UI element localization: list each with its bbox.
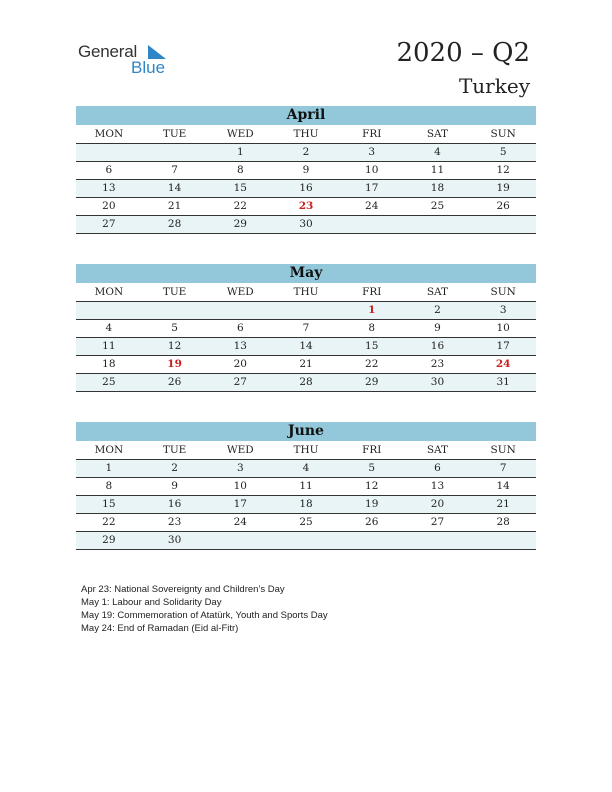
date-cell: 15: [233, 182, 247, 194]
week-row: [76, 320, 536, 338]
date-cell: 16: [167, 498, 182, 510]
date-cell: 15: [102, 498, 116, 510]
country-name: Turkey: [458, 74, 530, 98]
date-cell: 2: [302, 146, 310, 158]
weekday-label: SUN: [490, 444, 516, 456]
month-calendar-april: [76, 106, 536, 234]
date-cell: 6: [236, 322, 244, 334]
date-cell: 30: [167, 534, 182, 546]
date-cell: 25: [430, 200, 445, 212]
date-cell: 4: [105, 322, 113, 334]
month-title: June: [76, 422, 536, 441]
date-cell: 21: [299, 358, 313, 370]
date-cell: 9: [302, 164, 310, 176]
date-cell: 17: [365, 182, 379, 194]
logo-text-general: General: [78, 42, 138, 61]
empty-date-cell: [273, 532, 339, 549]
holiday-notes: [81, 583, 328, 635]
empty-date-cell: [405, 532, 471, 549]
weekday-label: FRI: [362, 128, 382, 140]
date-cell: 2: [434, 304, 441, 316]
date-cell: 29: [233, 218, 247, 230]
empty-date-cell: [470, 216, 536, 233]
date-cell: 14: [299, 340, 313, 352]
weekday-label: MON: [94, 444, 124, 456]
logo-text-blue: Blue: [131, 58, 166, 77]
holiday-date-cell: 24: [495, 358, 511, 370]
date-cell: 29: [365, 376, 379, 388]
date-cell: 18: [430, 182, 445, 194]
date-cell: 3: [368, 146, 376, 158]
date-cell: 5: [368, 462, 376, 474]
date-cell: 27: [233, 376, 247, 388]
weekday-header-row: [76, 283, 536, 302]
weekday-header-row: [76, 441, 536, 460]
holiday-note: May 19: Commemoration of Atatürk, Youth and Sports Day: [81, 610, 328, 621]
date-cell: 16: [299, 182, 313, 194]
date-cell: 11: [430, 164, 445, 176]
date-cell: 22: [102, 516, 116, 528]
empty-date-cell: [76, 144, 142, 161]
date-cell: 19: [496, 182, 510, 194]
holiday-note: Apr 23: National Sovereignty and Children’s Day: [81, 584, 285, 595]
week-row: [76, 144, 536, 162]
date-cell: 29: [102, 534, 116, 546]
date-cell: 8: [368, 322, 376, 334]
date-cell: 3: [236, 462, 244, 474]
week-row: [76, 180, 536, 198]
date-cell: 5: [171, 322, 178, 334]
weekday-label: MON: [94, 286, 124, 298]
week-row: [76, 514, 536, 532]
date-cell: 13: [102, 182, 116, 194]
date-cell: 27: [102, 218, 116, 230]
holiday-date-cell: 1: [368, 304, 376, 316]
date-cell: 28: [167, 218, 182, 230]
weekday-label: TUE: [162, 128, 187, 140]
week-row: [76, 162, 536, 180]
date-cell: 24: [365, 200, 379, 212]
month-calendar-may: [76, 264, 536, 392]
month-calendar-june: [76, 422, 536, 550]
date-cell: 4: [302, 462, 310, 474]
week-row: [76, 532, 536, 550]
date-cell: 18: [299, 498, 313, 510]
date-cell: 12: [496, 164, 510, 176]
date-cell: 7: [171, 164, 178, 176]
date-cell: 21: [167, 200, 182, 212]
weekday-label: SAT: [426, 444, 449, 456]
date-cell: 6: [105, 164, 113, 176]
date-cell: 5: [499, 146, 507, 158]
date-cell: 1: [105, 462, 113, 474]
date-cell: 20: [233, 358, 247, 370]
date-cell: 20: [102, 200, 116, 212]
date-cell: 4: [434, 146, 441, 158]
date-cell: 18: [102, 358, 116, 370]
date-cell: 9: [434, 322, 441, 334]
empty-date-cell: [273, 302, 339, 319]
date-cell: 12: [167, 340, 182, 352]
brand-logo: [78, 42, 188, 82]
week-row: [76, 496, 536, 514]
weekday-label: FRI: [362, 444, 382, 456]
empty-date-cell: [470, 532, 536, 549]
weekday-label: TUE: [162, 286, 187, 298]
date-cell: 19: [365, 498, 379, 510]
empty-date-cell: [76, 302, 142, 319]
holiday-date-cell: 23: [298, 200, 314, 212]
month-title: May: [76, 264, 536, 283]
date-cell: 26: [496, 200, 510, 212]
date-cell: 16: [430, 340, 445, 352]
date-cell: 27: [430, 516, 445, 528]
date-cell: 13: [430, 480, 445, 492]
weekday-label: THU: [293, 128, 319, 140]
empty-date-cell: [339, 216, 405, 233]
date-cell: 6: [434, 462, 441, 474]
week-row: [76, 356, 536, 374]
weekday-label: WED: [226, 444, 254, 456]
date-cell: 11: [299, 480, 313, 492]
date-cell: 1: [236, 146, 244, 158]
date-cell: 30: [430, 376, 445, 388]
week-row: [76, 374, 536, 392]
empty-date-cell: [142, 144, 208, 161]
page-title: 2020 – Q2: [396, 38, 530, 68]
date-cell: 22: [233, 200, 247, 212]
weekday-label: WED: [226, 128, 254, 140]
date-cell: 9: [171, 480, 178, 492]
holiday-note: May 1: Labour and Solidarity Day: [81, 597, 222, 608]
date-cell: 22: [365, 358, 379, 370]
date-cell: 10: [365, 164, 379, 176]
date-cell: 14: [167, 182, 182, 194]
date-cell: 17: [233, 498, 247, 510]
date-cell: 20: [430, 498, 445, 510]
date-cell: 21: [496, 498, 510, 510]
date-cell: 25: [299, 516, 313, 528]
date-cell: 15: [365, 340, 379, 352]
date-cell: 30: [299, 218, 313, 230]
date-cell: 26: [365, 516, 379, 528]
empty-date-cell: [207, 532, 273, 549]
date-cell: 12: [365, 480, 379, 492]
empty-date-cell: [142, 302, 208, 319]
date-cell: 14: [496, 480, 510, 492]
date-cell: 8: [105, 480, 113, 492]
holiday-note: May 24: End of Ramadan (Eid al-Fitr): [81, 623, 239, 634]
weekday-label: FRI: [362, 286, 382, 298]
weekday-label: THU: [293, 444, 319, 456]
week-row: [76, 460, 536, 478]
weekday-label: MON: [94, 128, 124, 140]
empty-date-cell: [339, 532, 405, 549]
holiday-date-cell: 19: [167, 358, 182, 370]
month-title: April: [76, 106, 536, 125]
date-cell: 2: [171, 462, 178, 474]
week-row: [76, 338, 536, 356]
date-cell: 7: [302, 322, 310, 334]
date-cell: 26: [167, 376, 182, 388]
date-cell: 25: [102, 376, 116, 388]
weekday-label: SUN: [490, 128, 516, 140]
date-cell: 13: [233, 340, 247, 352]
date-cell: 24: [233, 516, 247, 528]
date-cell: 10: [496, 322, 510, 334]
date-cell: 7: [499, 462, 507, 474]
logo-triangle-icon: [148, 45, 166, 59]
week-row: [76, 216, 536, 234]
week-row: [76, 302, 536, 320]
weekday-label: WED: [226, 286, 254, 298]
weekday-label: TUE: [162, 444, 187, 456]
date-cell: 23: [167, 516, 182, 528]
weekday-header-row: [76, 125, 536, 144]
date-cell: 28: [496, 516, 510, 528]
empty-date-cell: [405, 216, 471, 233]
date-cell: 28: [299, 376, 313, 388]
date-cell: 31: [496, 376, 510, 388]
date-cell: 10: [233, 480, 247, 492]
week-row: [76, 198, 536, 216]
empty-date-cell: [207, 302, 273, 319]
date-cell: 17: [496, 340, 510, 352]
week-row: [76, 478, 536, 496]
weekday-label: SAT: [426, 286, 449, 298]
weekday-label: SUN: [490, 286, 516, 298]
date-cell: 23: [430, 358, 445, 370]
date-cell: 3: [499, 304, 507, 316]
weekday-label: SAT: [426, 128, 449, 140]
date-cell: 11: [102, 340, 116, 352]
weekday-label: THU: [293, 286, 319, 298]
date-cell: 8: [236, 164, 244, 176]
